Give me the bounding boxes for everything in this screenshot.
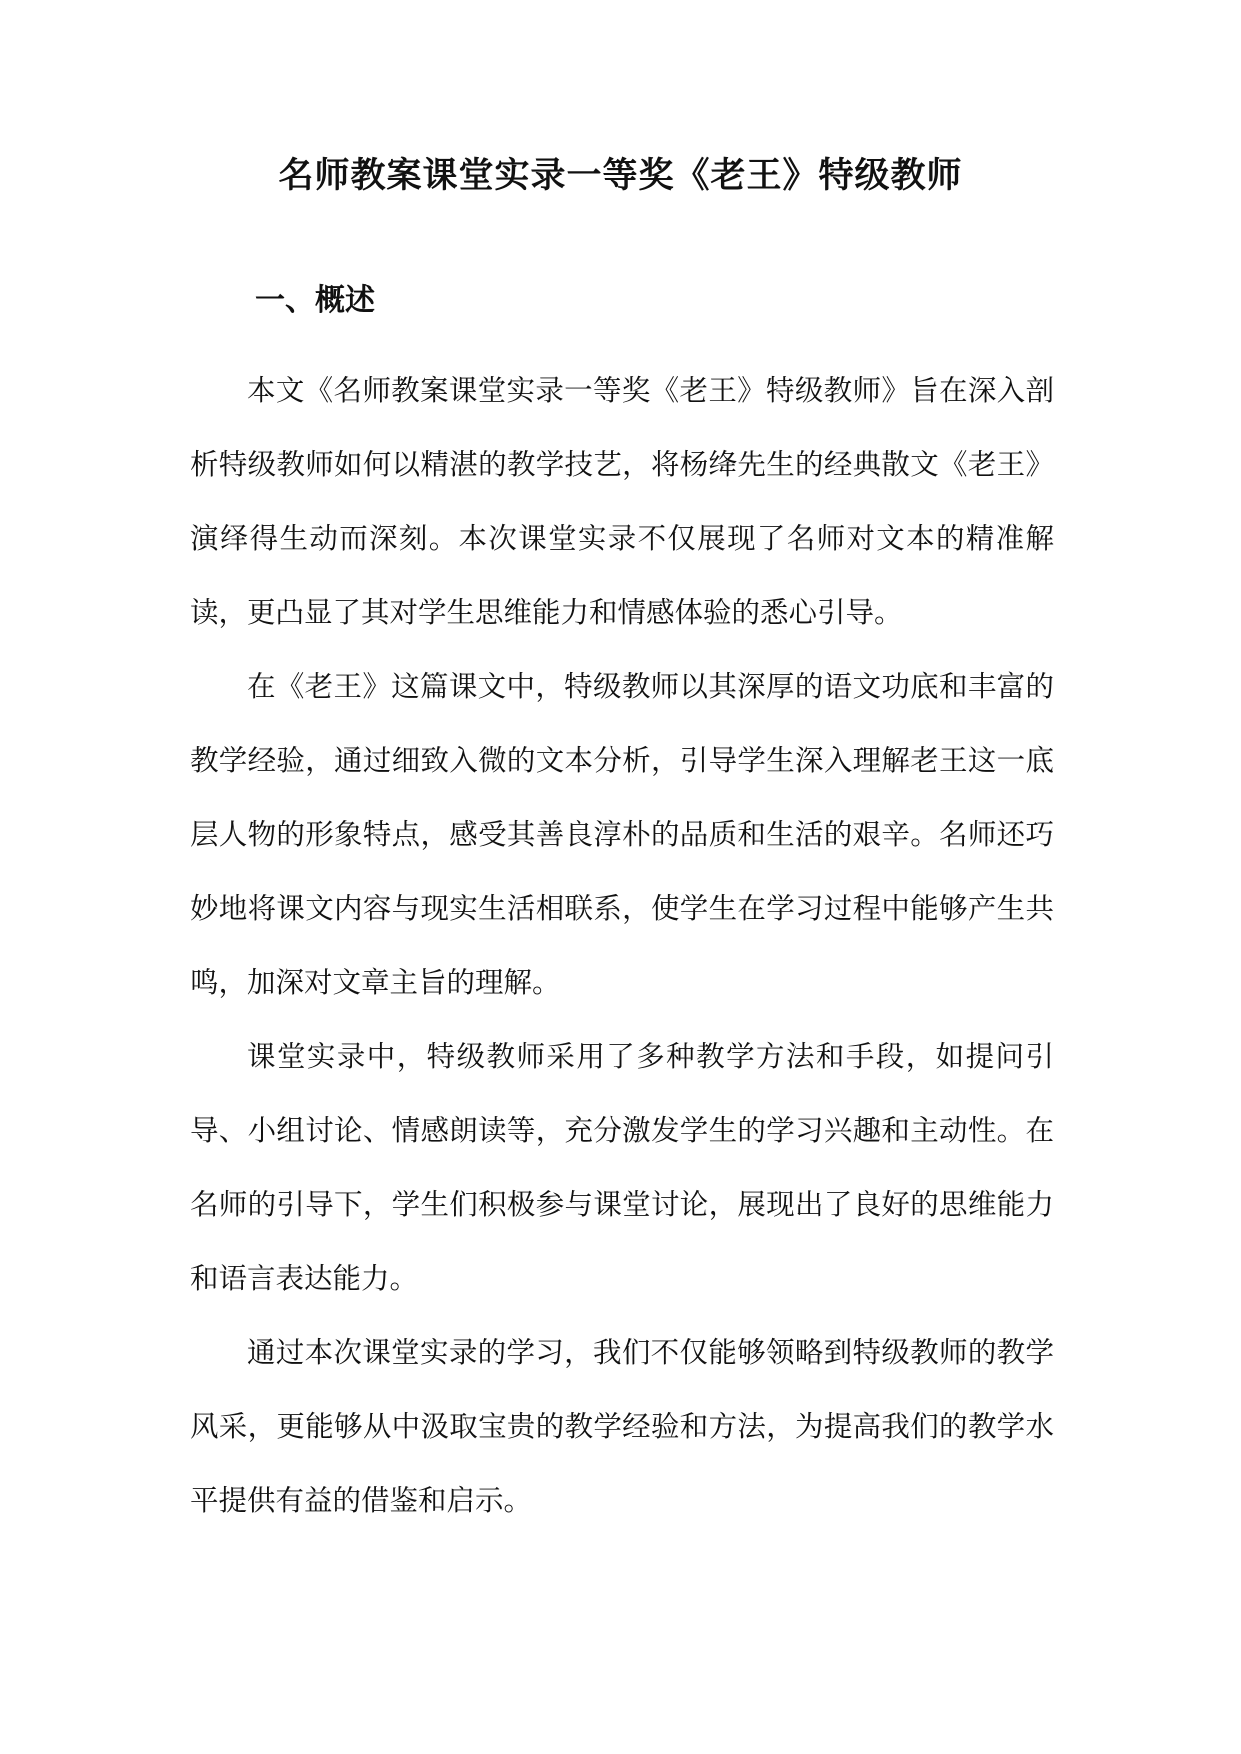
paragraph-conclusion: 通过本次课堂实录的学习，我们不仅能够领略到特级教师的教学风采，更能够从中汲取宝贵的教学经验和方法，为提高我们的教学水平提供有益的借鉴和启示。 <box>190 1336 1054 1517</box>
document-title: 名师教案课堂实录一等奖《老王》特级教师 <box>278 156 963 196</box>
section-body <box>190 354 1054 1538</box>
paragraph-teaching-methods: 课堂实录中，特级教师采用了多种教学方法和手段，如提问引导、小组讨论、情感朗读等，充分激发学生的学习兴趣和主动性。在名师的引导下，学生们积极参与课堂讨论，展现出了良好的思维能力和语言表达能力。 <box>190 1040 1054 1295</box>
paragraph-lesson-analysis: 在《老王》这篇课文中，特级教师以其深厚的语文功底和丰富的教学经验，通过细致入微的文本分析，引导学生深入理解老王这一底层人物的形象特点，感受其善良淳朴的品质和生活的艰辛。名师还巧妙地将课文内容与现实生活相联系，使学生在学习过程中能够产生共鸣，加深对文章主旨的理解。 <box>190 670 1054 999</box>
paragraph-intro: 本文《名师教案课堂实录一等奖《老王》特级教师》旨在深入剖析特级教师如何以精湛的教学技艺，将杨绛先生的经典散文《老王》演绎得生动而深刻。本次课堂实录不仅展现了名师对文本的精准解读，更凸显了其对学生思维能力和情感体验的悉心引导。 <box>190 374 1054 629</box>
section-heading-overview: 一、概述 <box>255 283 375 318</box>
